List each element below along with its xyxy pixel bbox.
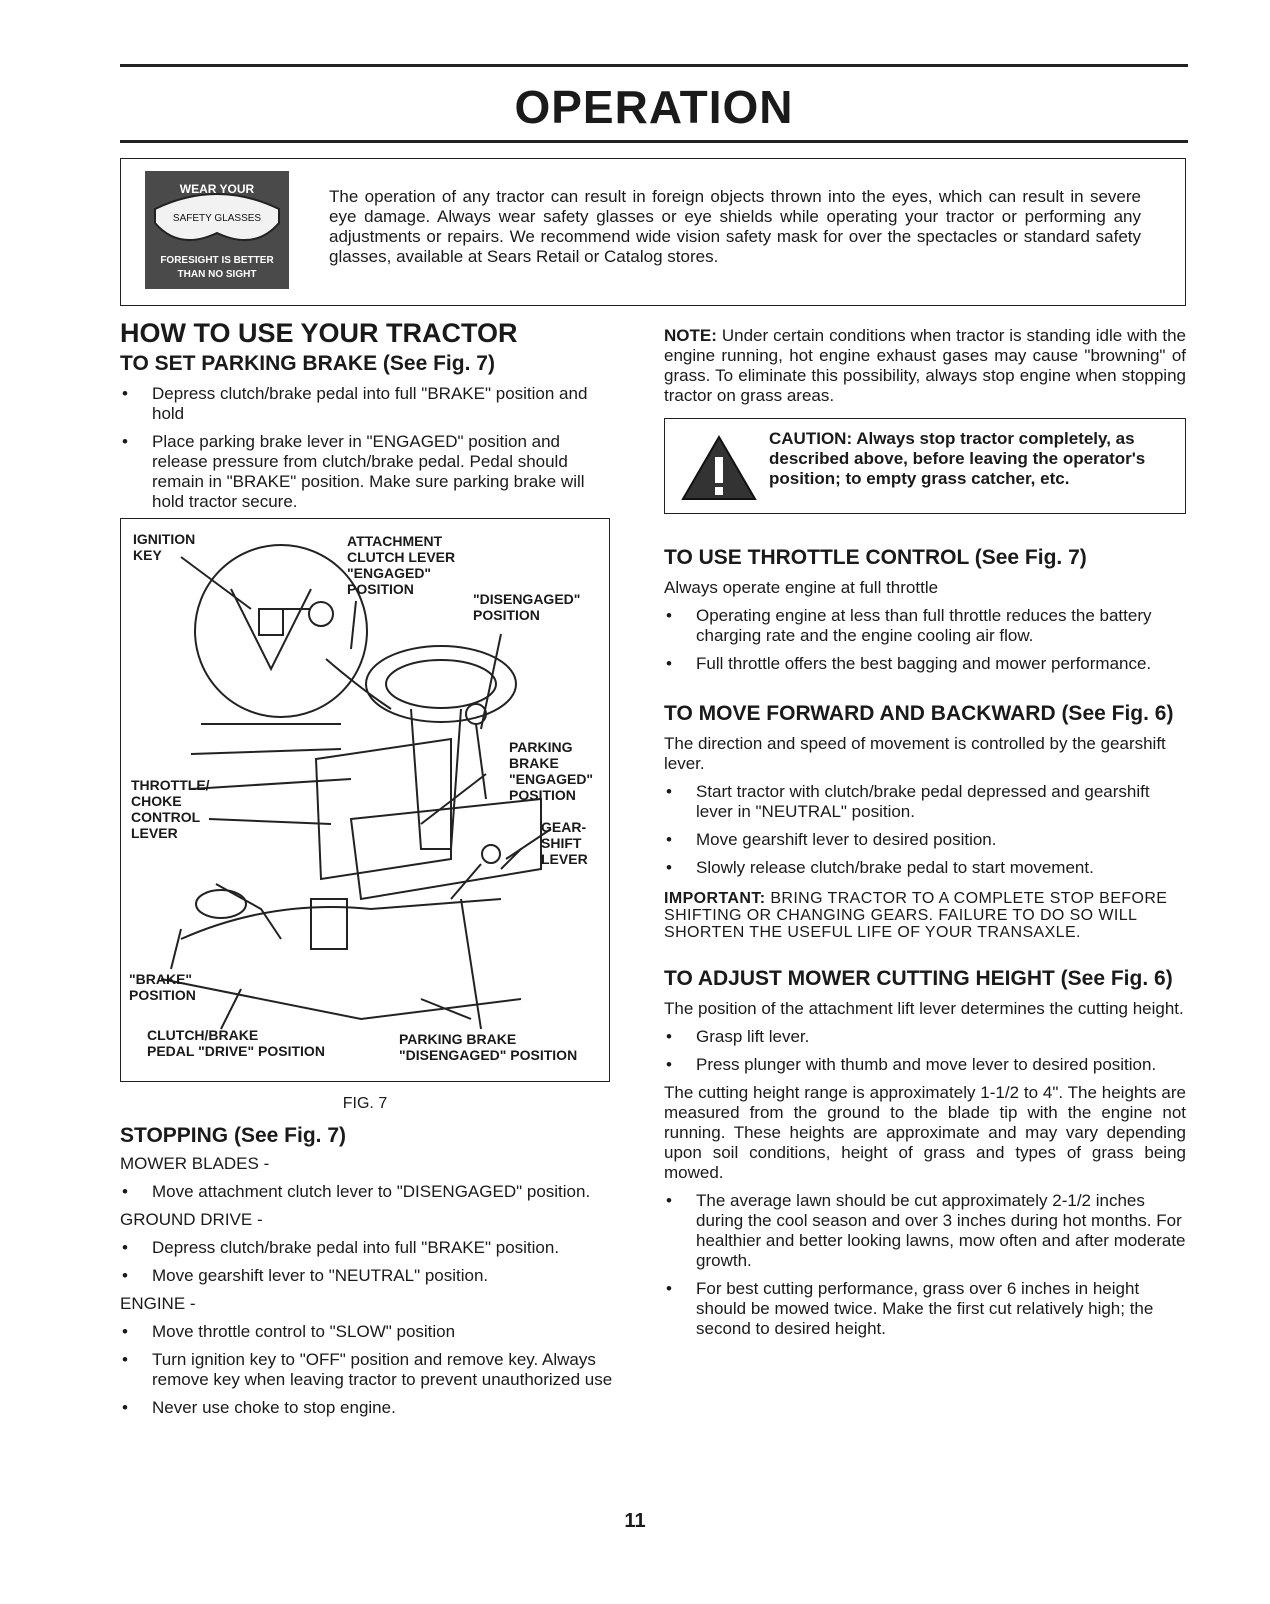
parking-brake-heading: TO SET PARKING BRAKE (See Fig. 7) (120, 352, 495, 375)
note-paragraph (664, 326, 1186, 406)
figure-7 (120, 518, 610, 1082)
label-attachment-clutch: ATTACHMENT CLUTCH LEVER "ENGAGED" POSITION (347, 533, 456, 597)
cutting-height-heading: TO ADJUST MOWER CUTTING HEIGHT (See Fig. 6) (664, 967, 1173, 990)
section-heading-how-to-use: HOW TO USE YOUR TRACTOR (120, 318, 518, 348)
page-title: OPERATION (514, 81, 794, 133)
list-item: • Grasp lift lever. (664, 1027, 1186, 1047)
cutting-height-list (664, 1027, 1186, 1075)
forward-intro: The direction and speed of movement is controlled by the gearshift lever. (664, 734, 1166, 773)
list-item: • Move gearshift lever to "NEUTRAL" position. (120, 1266, 614, 1286)
mower-blades-label: MOWER BLADES - (120, 1154, 270, 1173)
list-item: • Never use choke to stop engine. (120, 1398, 614, 1418)
label-parking-engaged: PARKING BRAKE "ENGAGED" POSITION (509, 739, 594, 803)
label-parking-disengaged: PARKING BRAKE "DISENGAGED" POSITION (399, 1031, 578, 1063)
list-item: • For best cutting performance, grass over 6 inches in height should be mowed twice. Make the first cut relatively high; the second to desired height. (664, 1279, 1186, 1339)
page-number: 11 (624, 1510, 646, 1532)
mower-blades-list (120, 1182, 614, 1202)
top-rule (120, 64, 1188, 67)
ground-drive-list (120, 1238, 614, 1286)
safety-glasses-badge (145, 171, 289, 289)
list-item: • Move attachment clutch lever to "DISENGAGED" position. (120, 1182, 614, 1202)
badge-line2: SAFETY GLASSES (172, 213, 262, 224)
list-item: • Depress clutch/brake pedal into full "BRAKE" position. (120, 1238, 614, 1258)
list-item: • Move throttle control to "SLOW" position (120, 1322, 614, 1342)
engine-label: ENGINE - (120, 1294, 196, 1313)
list-item: • Slowly release clutch/brake pedal to start movement. (664, 858, 1186, 878)
throttle-heading: TO USE THROTTLE CONTROL (See Fig. 7) (664, 546, 1087, 569)
safety-glasses-icon (145, 171, 289, 289)
throttle-intro: Always operate engine at full throttle (664, 578, 939, 597)
note-text: Under certain conditions when tractor is standing idle with the engine running, hot engine exhaust gases may cause "browning" of grass. To eliminate this possibility, always stop engine when stopping tractor on grass areas. (664, 326, 1186, 405)
important-note (664, 890, 1186, 941)
list-item: • Turn ignition key to "OFF" position and remove key. Always remove key when leaving tractor to prevent unauthorized use (120, 1350, 614, 1390)
caution-box (664, 418, 1186, 514)
list-item: • Press plunger with thumb and move lever to desired position. (664, 1055, 1186, 1075)
title-rule (120, 140, 1188, 143)
stopping-heading: STOPPING (See Fig. 7) (120, 1124, 346, 1147)
badge-line1: WEAR YOUR (179, 182, 255, 196)
important-label: IMPORTANT: (664, 890, 766, 907)
left-column-top (120, 318, 614, 512)
list-item: • Operating engine at less than full throttle reduces the battery charging rate and the engine cooling air flow. (664, 606, 1186, 646)
ground-drive-label: GROUND DRIVE - (120, 1210, 263, 1229)
list-item: • Start tractor with clutch/brake pedal depressed and gearshift lever in "NEUTRAL" position. (664, 782, 1186, 822)
cutting-height-intro: The position of the attachment lift lever determines the cutting height. (664, 999, 1184, 1018)
left-column-bottom (120, 1124, 614, 1418)
right-column-body (664, 546, 1186, 1339)
list-item: • Depress clutch/brake pedal into full "BRAKE" position and hold (120, 384, 614, 424)
note-label: NOTE: (664, 326, 717, 345)
label-ignition-key: IGNITION KEY (133, 531, 196, 563)
list-item: • Move gearshift lever to desired position. (664, 830, 1186, 850)
badge-line3: FORESIGHT IS BETTER (160, 255, 274, 266)
list-item: • Full throttle offers the best bagging and mower performance. (664, 654, 1186, 674)
list-item: • Place parking brake lever in "ENGAGED" position and release pressure from clutch/brake pedal. Pedal should remain in "BRAKE" position. Make sure parking brake will hold tractor secure. (120, 432, 614, 512)
forward-backward-heading: TO MOVE FORWARD AND BACKWARD (See Fig. 6) (664, 702, 1174, 725)
cutting-range-text: The cutting height range is approximately 1-1/2 to 4". The heights are measured from the ground to the blade tip with the engine not running. These heights are approximate and may vary depending upon soil conditions, height of grass and types of grass being mowed. (664, 1083, 1186, 1182)
forward-list (664, 782, 1186, 878)
list-item: • The average lawn should be cut approximately 2-1/2 inches during the cool season and over 3 inches during hot months. For healthier and better looking lawns, mow often and after moderate growth. (664, 1191, 1186, 1271)
label-brake-position: "BRAKE" POSITION (129, 971, 196, 1003)
label-disengaged: "DISENGAGED" POSITION (473, 591, 581, 623)
parking-brake-list (120, 384, 614, 512)
throttle-list (664, 606, 1186, 674)
lawn-tips-list (664, 1191, 1186, 1339)
note-block (664, 326, 1186, 406)
caution-text: CAUTION: Always stop tractor completely, as described above, before leaving the operator's position; to empty grass catcher, etc. (769, 429, 1146, 488)
badge-line4: THAN NO SIGHT (177, 269, 257, 280)
engine-list (120, 1322, 614, 1418)
label-gearshift: GEAR- SHIFT LEVER (541, 819, 588, 867)
label-throttle-choke: THROTTLE/ CHOKE CONTROL LEVER (131, 777, 210, 841)
important-text: BRING TRACTOR TO A COMPLETE STOP BEFORE SHIFTING OR CHANGING GEARS. FAILURE TO DO SO WILL SHORTEN THE USEFUL LIFE OF YOUR TRANSAXLE. (664, 890, 1168, 941)
safety-text: The operation of any tractor can result in foreign objects thrown into the eyes, which can result in severe eye damage. Always wear safety glasses or eye shields while operating your tractor or performing any adjustments or repairs. We recommend wide vision safety mask for over the spectacles or standard safety glasses, available at Sears Retail or Catalog stores. (329, 187, 1141, 266)
safety-notice (120, 158, 1186, 306)
figure-caption: FIG. 7 (342, 1095, 388, 1112)
warning-triangle-icon (679, 433, 759, 503)
label-clutch-drive: CLUTCH/BRAKE PEDAL "DRIVE" POSITION (147, 1027, 325, 1059)
